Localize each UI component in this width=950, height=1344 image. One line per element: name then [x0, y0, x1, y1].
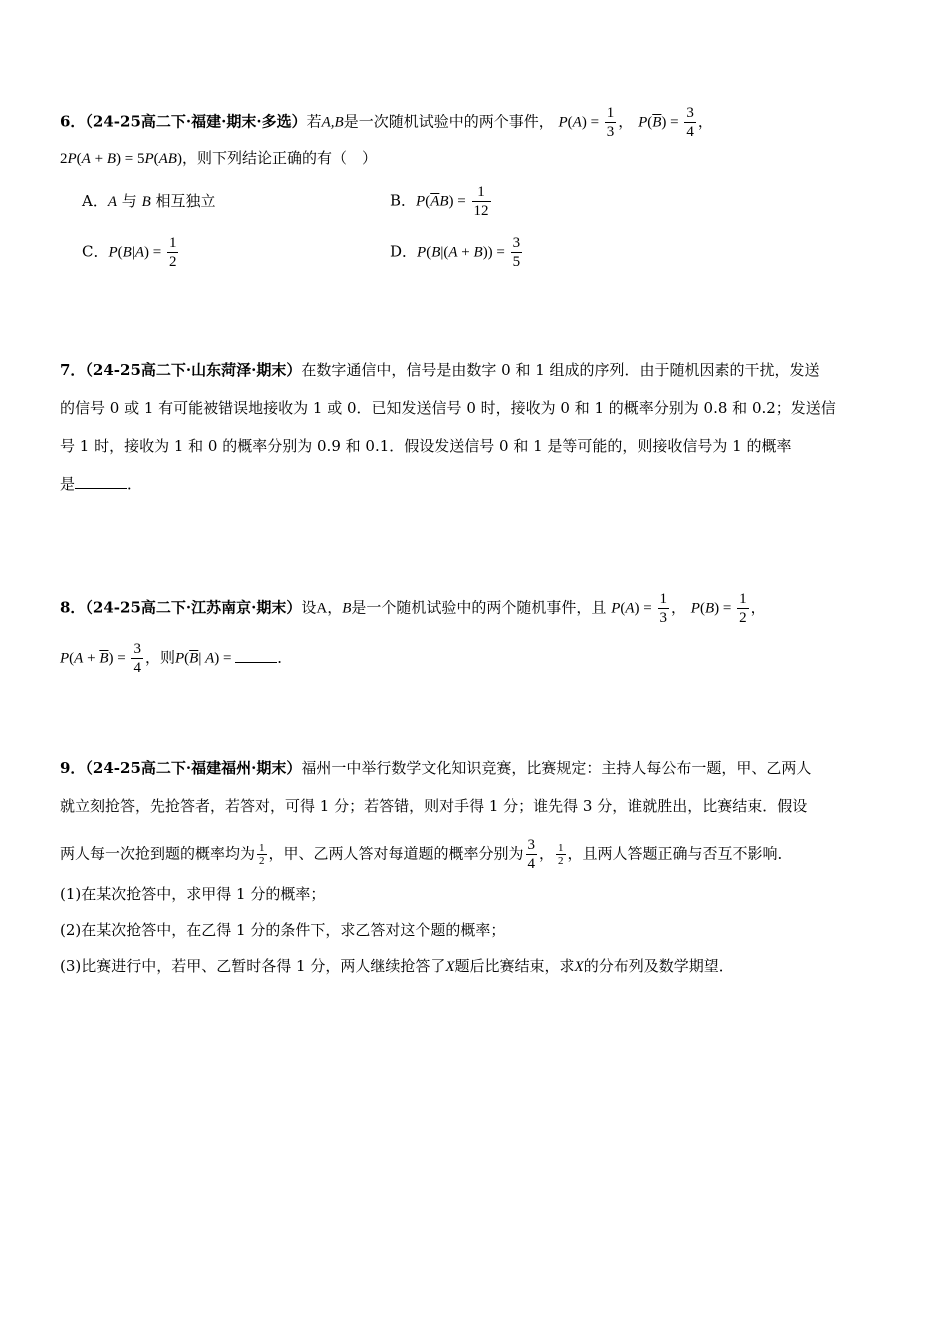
q7-source: 7．（24-25高二下·山东菏泽·期末） [60, 361, 302, 379]
q6-pa: P [558, 114, 568, 131]
q6-option-b[interactable]: B．$P(\overline{A}B)$ = $\frac{1}{12}$ [390, 184, 489, 219]
q8-pa-fraction: $\frac{1}{3}$ [659, 591, 668, 626]
q7-line-1 [60, 360, 820, 380]
q9-source: 9．（24-25高二下·福建福州·期末） [60, 759, 302, 777]
q8-expr-fraction: $\frac{3}{4}$ [133, 641, 141, 676]
q9-line-1 [60, 758, 811, 778]
q9-sub-1: (1)在某次抢答中，求甲得 1 分的概率； [60, 885, 326, 903]
q8-answer-blank[interactable] [235, 648, 277, 663]
q6-pb: P [638, 114, 648, 131]
q8-pb-fraction: $\frac{1}{2}$ [739, 591, 747, 626]
q6-option-c-fraction: $\frac{1}{2}$ [168, 235, 177, 270]
q9-sub-2: (2)在某次抢答中，在乙得 1 分的条件下，求乙答对这个题的概率； [60, 921, 506, 939]
q6-stem-line-1: 6．（24-25高二下·福建·期末·多选）若A,B是一次随机试验中的两个事件， P(A) = $\frac{1}{3}$ ， $P(\overline{B})$ = $\frac{3}{4}$ ， [60, 105, 713, 140]
q6-pb-fraction: $\frac{3}{4}$ [686, 105, 694, 140]
q7-answer-blank[interactable] [75, 474, 127, 489]
q6-question: ，则下列结论正确的有（ ） [181, 149, 377, 167]
q8-source: 8．（24-25高二下·江苏南京·期末） [60, 598, 302, 617]
q9-text: 福州一中举行数学文化知识竞赛，比赛规定：主持人每公布一题，甲、乙两人 [301, 759, 812, 777]
q8-line-1: 8．（24-25高二下·江苏南京·期末）设A，B是一个随机试验中的两个随机事件，且 P(A) = $\frac{1}{3}$ ， P(B) = $\frac{1}{2}$ ， [60, 591, 766, 626]
q6-source: 6．（24-25高二下·福建·期末·多选） [60, 112, 307, 131]
q6-option-c[interactable]: C．P(B|A) = $\frac{1}{2}$ [82, 235, 177, 270]
q9-fraction-3: $\frac{1}{2}$ [558, 842, 564, 867]
q9-fraction-1: $\frac{1}{2}$ [259, 842, 265, 867]
q6-option-d-fraction: $\frac{3}{5}$ [512, 235, 521, 270]
q6-text: 若 [306, 112, 322, 131]
q6-option-d[interactable]: D．P(B|(A + B)) = $\frac{3}{5}$ [390, 235, 521, 270]
q8-line-2: $P(A + \overline{B})$ = $\frac{3}{4}$ ，则$P(\overline{B}|$ A) = ． [60, 641, 293, 676]
q6-stem-line-2 [60, 148, 377, 169]
q6-option-b-fraction: $\frac{1}{12}$ [473, 184, 489, 219]
q9-line-3: 两人每一次抢到题的概率均为 $\frac{1}{2}$ ，甲、乙两人答对每道题的概率分别为 $\frac{3}{4}$ ， $\frac{1}{2}$ ，且两人答题正确与否互不影响． [60, 837, 793, 872]
q6-option-a[interactable]: A．A 与 B 相互独立 [82, 192, 216, 210]
q7-line-2: 的信号 0 或 1 有可能被错误地接收为 1 或 0．已知发送信号 0 时，接收为 0 和 1 的概率分别为 0.8 和 0.2；发送信 [60, 399, 836, 417]
q6-events: A,B [321, 114, 344, 131]
q9-fraction-2: $\frac{3}{4}$ [527, 837, 536, 872]
q7-line-4: 是 ． [60, 475, 143, 493]
q9-sub-3: (3)比赛进行中，若甲、乙暂时各得 1 分，两人继续抢答了X题后比赛结束，求X的分布列及数学期望． [60, 957, 734, 975]
q6-condition: 2P(A + B) = 5P(AB) [60, 151, 182, 167]
q7-line-3: 号 1 时，接收为 1 和 0 的概率分别为 0.9 和 0.1．假设发送信号 0 和 1 是等可能的，则接收信号为 1 的概率 [60, 437, 792, 455]
q9-line-2: 就立刻抢答，先抢答者，若答对，可得 1 分；若答错，则对手得 1 分；谁先得 3 分，谁就胜出，比赛结束．假设 [60, 797, 808, 815]
q7-text: 在数字通信中，信号是由数字 0 和 1 组成的序列．由于随机因素的干扰，发送 [301, 361, 820, 379]
q6-text: 是一次随机试验中的两个事件， [343, 112, 554, 131]
q6-pa-fraction: $\frac{1}{3}$ [606, 105, 615, 140]
